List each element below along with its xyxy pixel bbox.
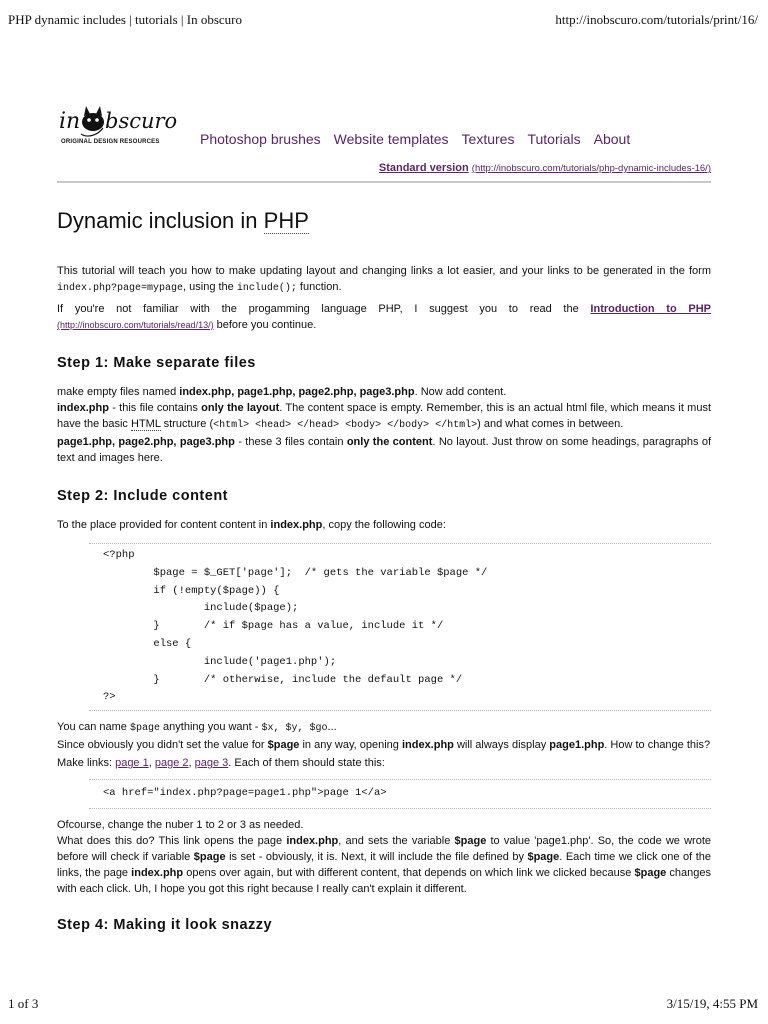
text: before you continue. xyxy=(213,319,317,331)
inline-code: index.php?page=mypage xyxy=(57,283,184,294)
text: . Now add content. xyxy=(414,386,507,398)
print-page-number: 1 of 3 xyxy=(8,996,39,1011)
inline-code: <html> <head> </head> <body> </body> </html> xyxy=(213,420,478,431)
link-label: Introduction to PHP xyxy=(590,303,711,315)
bold-text: index.php xyxy=(270,519,323,531)
print-datetime: 3/15/19, 4:55 PM xyxy=(666,996,758,1011)
print-header xyxy=(8,12,758,28)
text: To the place provided for content content in xyxy=(57,519,271,531)
bold-text: $page xyxy=(267,739,300,752)
nav-about[interactable]: About xyxy=(593,131,631,147)
header-divider xyxy=(57,181,711,183)
bold-text: page1.php, page2.php, page3.php xyxy=(57,436,235,448)
step1-line-3 xyxy=(57,434,711,466)
step4-heading: Step 4: Making it look snazzy xyxy=(57,916,273,933)
inline-code: $x, $y, $go xyxy=(261,723,328,735)
text: anything you want - xyxy=(160,721,262,734)
text: . Each time we click one of the links, the page xyxy=(57,850,712,879)
bold-text: $page xyxy=(193,850,226,863)
title-prefix: Dynamic inclusion in xyxy=(57,208,264,233)
bold-text: index.php xyxy=(57,402,109,414)
logo-cat-icon xyxy=(57,98,189,142)
text: , xyxy=(188,757,195,770)
text: in any way, opening xyxy=(299,739,402,752)
text: is set - obviously, it is. Next, it will include the file defined by xyxy=(225,850,528,863)
step1-line-2 xyxy=(57,400,711,434)
abbr-html: HTML xyxy=(131,418,161,430)
step2-line-1 xyxy=(57,517,711,533)
text: ) and what comes in between. xyxy=(477,418,624,430)
text: You can name xyxy=(57,721,130,734)
intro-paragraph-2 xyxy=(57,301,711,333)
step2-heading: Step 2: Include content xyxy=(57,488,229,504)
bold-text: only the content xyxy=(346,436,433,448)
text: . How to change this? xyxy=(604,739,711,752)
print-footer xyxy=(8,996,758,1012)
text: - these 3 files contain xyxy=(234,436,347,448)
text: will always display xyxy=(453,739,550,752)
bold-text: $page xyxy=(527,850,560,863)
site-logo[interactable] xyxy=(57,98,189,150)
bold-text: only the layout xyxy=(201,402,280,414)
text: . No layout. Just throw on some headings, paragraphs of text and images here. xyxy=(57,436,711,464)
text: , and sets the variable xyxy=(338,834,455,847)
bold-text: index.php xyxy=(401,739,454,752)
article xyxy=(57,205,711,946)
text: Make links: xyxy=(57,757,116,770)
bold-text: page1.php xyxy=(549,739,605,752)
step2-paragraph-5 xyxy=(57,833,711,897)
text: , xyxy=(148,757,155,770)
main-nav xyxy=(200,131,630,147)
nav-textures[interactable]: Textures xyxy=(461,131,515,147)
inline-code: $page xyxy=(129,723,160,735)
text: function. xyxy=(296,281,342,293)
step1-heading: Step 1: Make separate files xyxy=(57,355,256,371)
print-url: http://inobscuro.com/tutorials/print/16/ xyxy=(555,12,758,27)
svg-text:bscuro: bscuro xyxy=(105,109,178,133)
text: , using the xyxy=(183,281,237,293)
text: What does this do? This link opens the page xyxy=(57,834,287,847)
inline-code: include(); xyxy=(236,283,297,294)
nav-tutorials[interactable]: Tutorials xyxy=(527,131,581,147)
step2-paragraph-2 xyxy=(57,737,711,753)
page1-link[interactable]: page 1 xyxy=(115,757,149,770)
title-abbr-php: PHP xyxy=(263,208,309,233)
standard-version-url: (http://inobscuro.com/tutorials/php-dynamic-includes-16/) xyxy=(471,163,711,174)
intro-paragraph-1 xyxy=(57,263,711,297)
print-page-title: PHP dynamic includes | tutorials | In obscuro xyxy=(8,12,242,27)
text: Since obviously you didn't set the value for xyxy=(57,739,268,752)
bold-text: index.php xyxy=(286,834,339,847)
text: ... xyxy=(327,721,337,734)
bold-text: $page xyxy=(454,834,487,847)
standard-version-link[interactable] xyxy=(379,162,711,174)
page2-link[interactable]: page 2 xyxy=(154,757,189,770)
svg-text:in: in xyxy=(59,109,81,134)
bold-text: $page xyxy=(634,866,667,879)
text: structure ( xyxy=(160,418,214,430)
text: If you're not familiar with the progamming language PHP, I suggest you to read the xyxy=(57,303,591,315)
step1-line-1 xyxy=(57,384,711,400)
step2-paragraph-4: Ofcourse, change the nuber 1 to 2 or 3 as needed. xyxy=(57,818,304,831)
text: changes with each click. Uh, I hope you got this right because I really can't explain it different. xyxy=(57,866,711,895)
text: . The content space is empty. Remember, this is an actual html file, which means it must have the basic xyxy=(57,402,711,430)
logo-subtitle: ORIGINAL DESIGN RESOURCES xyxy=(61,139,160,145)
nav-photoshop-brushes[interactable]: Photoshop brushes xyxy=(200,131,321,147)
text: - this file contains xyxy=(108,402,202,414)
text: make empty files named xyxy=(57,386,180,398)
bold-text: index.php xyxy=(131,866,184,879)
text: . Each of them should state this: xyxy=(228,757,385,770)
text: , copy the following code: xyxy=(322,519,446,531)
standard-version-label: Standard version xyxy=(378,162,469,174)
step2-paragraph-3 xyxy=(57,755,711,771)
text: opens over again, but with different content, that depends on which link we clicked because xyxy=(183,866,635,879)
nav-website-templates[interactable]: Website templates xyxy=(333,131,449,147)
text: to value 'page1.php'. So, the code we wrote before will check if variable xyxy=(57,834,711,863)
bold-text: index.php, page1.php, page2.php, page3.php xyxy=(179,386,415,398)
code-block-link: <a href="index.php?page=page1.php">page 1</a> xyxy=(89,779,711,809)
link-url: (http://inobscuro.com/tutorials/read/13/) xyxy=(57,320,214,330)
page-title xyxy=(57,205,711,237)
page3-link[interactable]: page 3 xyxy=(194,757,229,770)
step2-paragraph-1 xyxy=(57,719,711,737)
code-block-include: <?php $page = $_GET['page']; /* gets the variable $page */ if (!empty($page)) { include($page); } /* if $page has a value, include it */ else { include('page1.php'); } /* otherwise, include the default page */ ?> xyxy=(89,543,711,711)
text: This tutorial will teach you how to make updating layout and changing links a lot easier, and your links to be generated in the form xyxy=(57,265,711,277)
